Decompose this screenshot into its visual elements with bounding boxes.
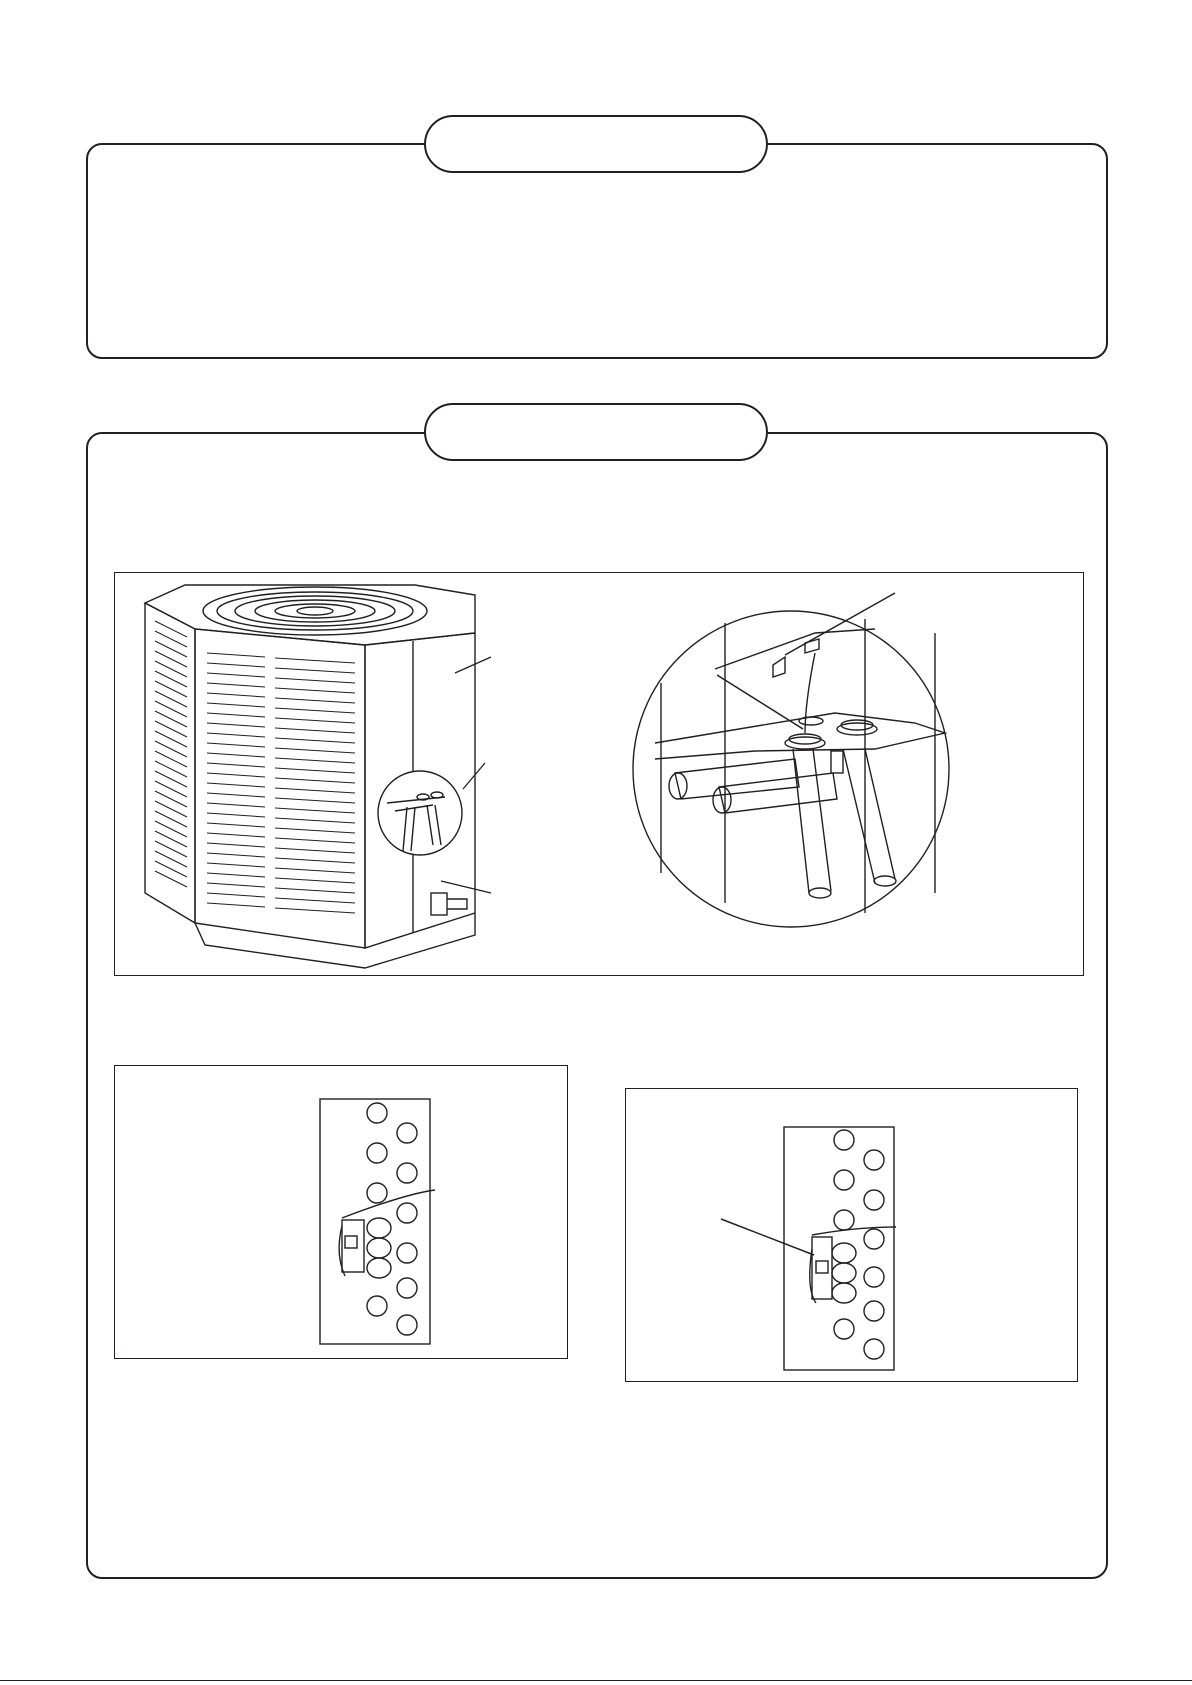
section-1-panel bbox=[86, 143, 1108, 359]
outdoor-unit-figure bbox=[114, 572, 1084, 976]
section-2-tab bbox=[424, 403, 768, 461]
coil-figure-right bbox=[625, 1088, 1078, 1382]
coil-left-drawing bbox=[115, 1066, 569, 1360]
coil-figure-left bbox=[114, 1065, 568, 1359]
outdoor-unit-drawing bbox=[115, 573, 1085, 977]
section-1-tab bbox=[424, 115, 768, 173]
coil-right-drawing bbox=[626, 1089, 1079, 1383]
footer-rule bbox=[0, 1680, 1192, 1681]
